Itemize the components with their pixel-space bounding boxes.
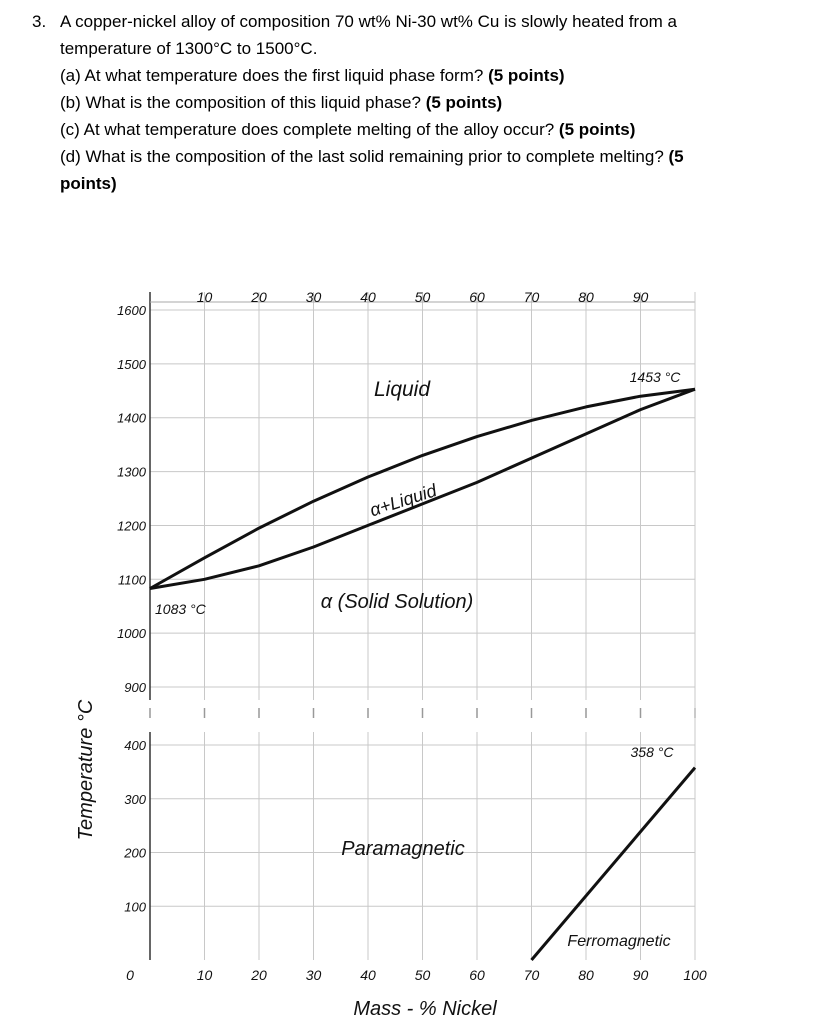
x-tick-label-bottom: 80 — [578, 967, 594, 983]
y-tick-label: 1200 — [117, 518, 146, 534]
question-block — [32, 8, 812, 197]
question-stem-line2: temperature of 1300°C to 1500°C. — [60, 39, 318, 58]
y-tick-label: 1100 — [118, 572, 146, 588]
y-tick-label: 1400 — [117, 410, 146, 426]
region-label-ferromagnetic: Ferromagnetic — [567, 933, 671, 950]
labels — [75, 289, 707, 1020]
region-label-solid: α (Solid Solution) — [320, 591, 474, 613]
annotation-ni-melting: 1453 °C — [629, 369, 681, 385]
x-tick-label-bottom: 30 — [305, 967, 322, 983]
x-tick-label-top: 80 — [578, 289, 594, 305]
x-tick-label-top: 20 — [251, 289, 267, 305]
y-tick-label: 1500 — [117, 356, 146, 372]
y-axis-title: Temperature °C — [75, 699, 97, 841]
x-tick-label-bottom: 50 — [414, 967, 431, 983]
phase-diagram-svg — [0, 270, 832, 1024]
y-tick-label: 900 — [124, 680, 146, 696]
curie-curve — [532, 768, 696, 960]
x-tick-label-top: 60 — [469, 289, 485, 305]
x-tick-label-bottom: 20 — [251, 967, 267, 983]
annotation-cu-melting: 1083 °C — [155, 601, 206, 617]
question-part-d-cont: points) — [60, 174, 117, 193]
x-tick-label-top: 70 — [523, 289, 540, 305]
region-label-paramagnetic: Paramagnetic — [341, 838, 465, 860]
y-tick-label: 1300 — [117, 464, 146, 480]
y-tick-label: 400 — [124, 738, 146, 753]
y-tick-label: 1600 — [117, 303, 146, 318]
question-stem-line1 — [32, 8, 812, 35]
x-tick-label-bottom: 100 — [683, 967, 707, 983]
question-part-d: (d) What is the composition of the last solid remaining prior to complete melting? (5 — [60, 147, 684, 166]
annotation-curie-temperature: 358 °C — [630, 744, 674, 760]
region-label-liquid: Liquid — [373, 378, 431, 401]
x-tick-label-top: 30 — [305, 289, 322, 305]
x-tick-label-bottom: 60 — [469, 967, 485, 983]
x-tick-label-top: 10 — [196, 289, 213, 305]
y-tick-label: 300 — [124, 791, 146, 807]
question-number: 3. — [32, 12, 47, 31]
question-part-b: (b) What is the composition of this liquid phase? (5 points) — [60, 93, 503, 112]
x-tick-label-top: 50 — [414, 289, 431, 305]
y-tick-label: 1000 — [117, 626, 146, 642]
x-tick-label-bottom: 90 — [632, 967, 649, 983]
x-tick-label-top: 90 — [632, 289, 649, 305]
phase-diagram — [0, 270, 832, 1024]
x-tick-label-bottom: 0 — [126, 967, 134, 983]
region-label-two-phase: α+Liquid — [367, 480, 439, 521]
y-tick-label: 100 — [124, 899, 146, 915]
question-stem-text: A copper-nickel alloy of composition 70 wt% Ni-30 wt% Cu is slowly heated from a — [60, 12, 677, 31]
x-tick-label-bottom: 70 — [523, 967, 540, 983]
x-tick-label-bottom: 10 — [196, 967, 213, 983]
y-tick-label: 200 — [124, 845, 146, 861]
question-part-a: (a) At what temperature does the first liquid phase form? (5 points) — [60, 66, 565, 85]
x-tick-label-bottom: 40 — [360, 967, 376, 983]
x-axis-title: Mass - % Nickel — [353, 998, 497, 1020]
x-tick-label-top: 40 — [360, 289, 376, 305]
question-part-c: (c) At what temperature does complete melting of the alloy occur? (5 points) — [60, 120, 636, 139]
